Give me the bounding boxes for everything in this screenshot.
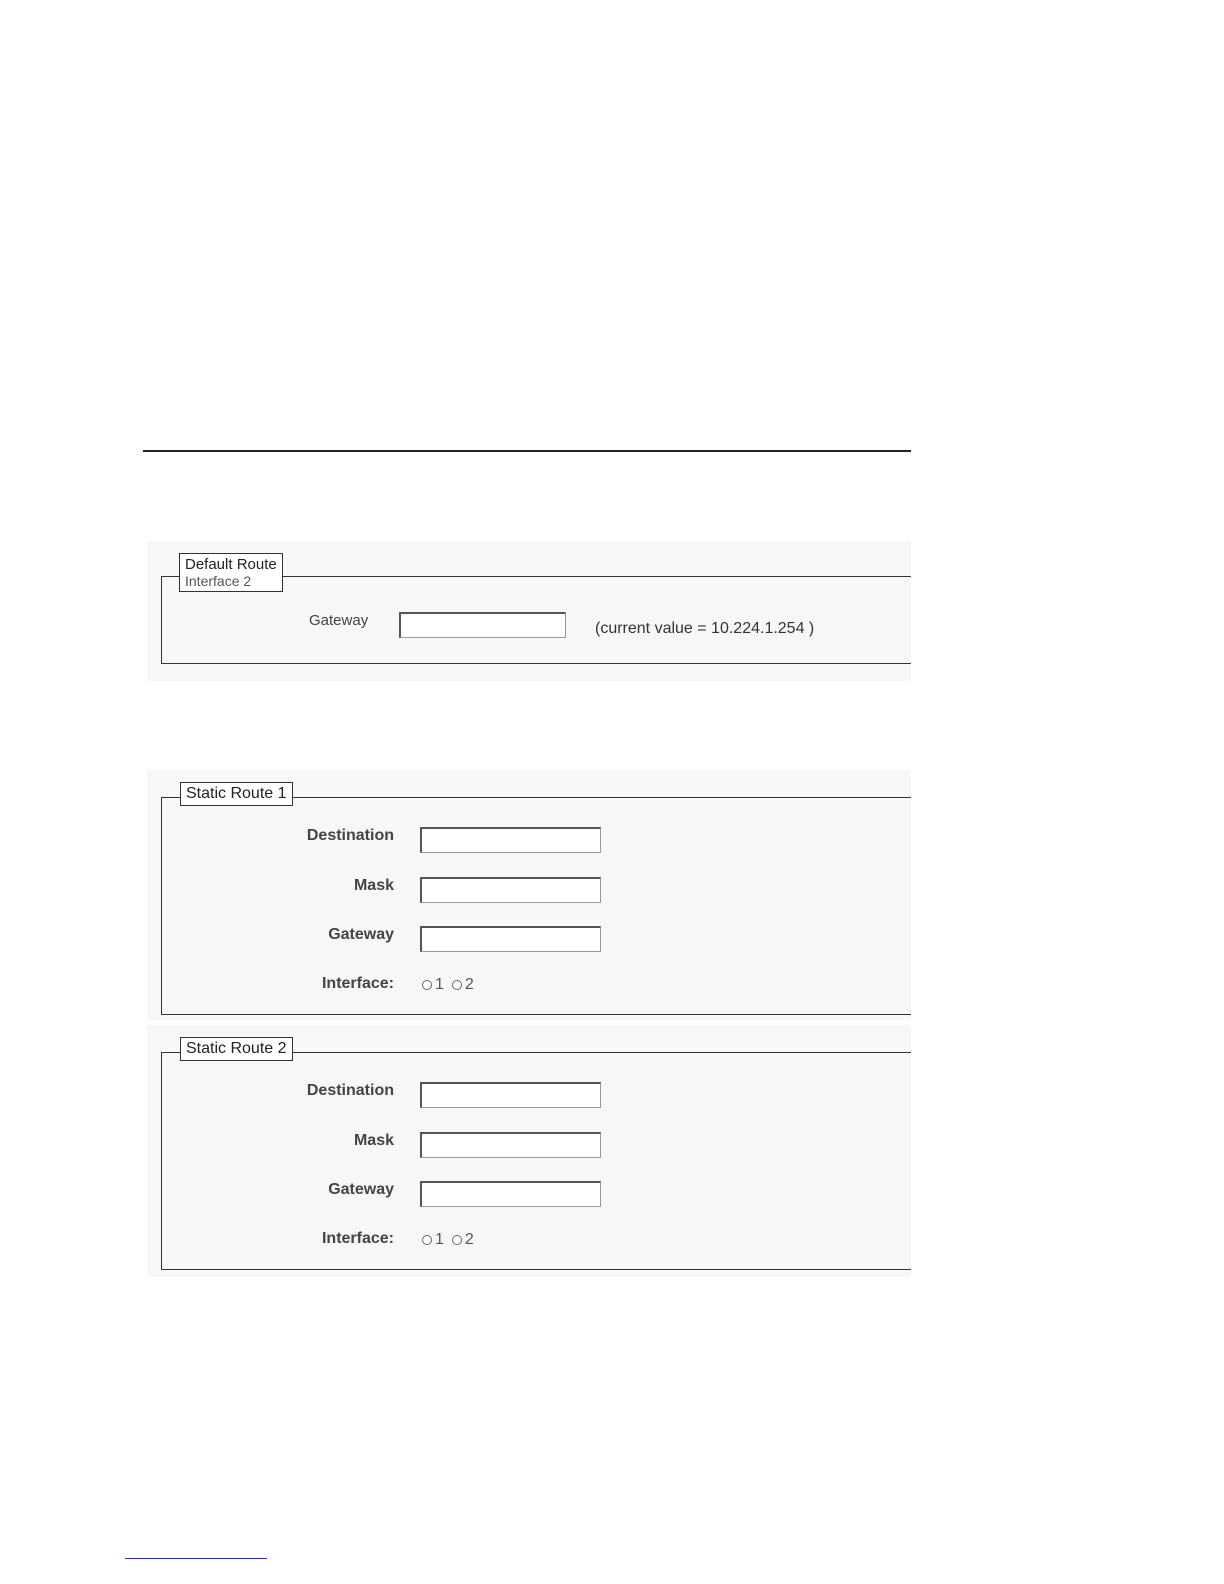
interface-2-label: 2 <box>464 976 474 993</box>
gateway-label: Gateway <box>328 926 394 943</box>
mask-input[interactable] <box>420 877 601 903</box>
gateway-label: Gateway <box>328 1181 394 1198</box>
default-gateway-input[interactable] <box>399 612 566 638</box>
interface-2-label: 2 <box>464 1231 474 1248</box>
horizontal-rule <box>143 450 911 452</box>
interface-label: Interface: <box>321 975 394 992</box>
destination-label: Destination <box>306 827 394 844</box>
radio-circle-icon <box>422 1235 432 1245</box>
radio-circle-icon <box>422 980 432 990</box>
destination-input[interactable] <box>420 1082 601 1108</box>
mask-input[interactable] <box>420 1132 601 1158</box>
current-value-note: (current value = 10.224.1.254 ) <box>595 620 815 637</box>
default-route-legend <box>179 553 283 592</box>
static-route-2-legend <box>180 1037 293 1061</box>
default-route-interface: Interface 2 <box>185 573 252 589</box>
mask-label: Mask <box>353 1132 394 1149</box>
default-gateway-label: Gateway <box>309 612 369 629</box>
gateway-input[interactable] <box>420 1181 601 1207</box>
default-route-panel <box>147 541 911 681</box>
interface-2-radio[interactable] <box>452 976 474 994</box>
static-route-1-title: Static Route 1 <box>186 785 287 802</box>
interface-1-radio[interactable] <box>422 1231 444 1249</box>
interface-radio-group <box>422 1231 482 1249</box>
interface-2-radio[interactable] <box>452 1231 474 1249</box>
mask-label: Mask <box>353 877 394 894</box>
interface-1-label: 1 <box>435 1231 444 1248</box>
gateway-input[interactable] <box>420 926 601 952</box>
interface-1-radio[interactable] <box>422 976 444 994</box>
interface-label: Interface: <box>321 1230 394 1247</box>
destination-label: Destination <box>306 1082 394 1099</box>
static-route-2-panel <box>147 1025 911 1277</box>
radio-circle-icon <box>452 980 462 990</box>
default-route-title: Default Route <box>185 556 277 573</box>
destination-input[interactable] <box>420 827 601 853</box>
static-route-2-title: Static Route 2 <box>186 1040 287 1057</box>
static-route-1-legend <box>180 782 293 806</box>
interface-radio-group <box>422 976 482 994</box>
footnote-rule <box>125 1558 267 1559</box>
radio-circle-icon <box>452 1235 462 1245</box>
static-route-1-panel <box>147 770 911 1020</box>
interface-1-label: 1 <box>435 976 444 993</box>
